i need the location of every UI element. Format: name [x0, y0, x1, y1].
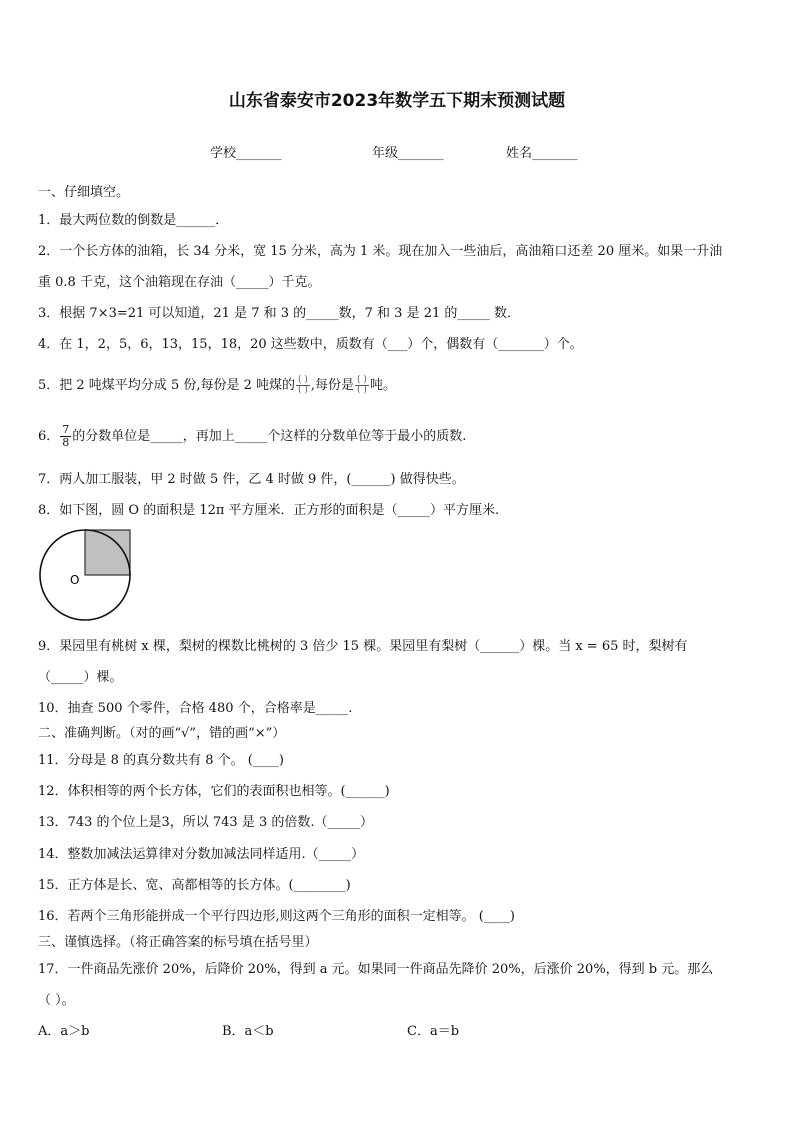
- question-12: 12．体积相等的两个长方体，它们的表面积也相等。(______): [38, 784, 390, 799]
- blank-fraction-2: $\frac{( )}{( )}$: [357, 375, 367, 395]
- question-15: 15．正方体是长、宽、高都相等的长方体。(________): [38, 878, 351, 893]
- question-5-text-a: 5．把 2 吨煤平均分成 5 份,每份是 2 吨煤的: [38, 378, 296, 393]
- name-field: 姓名_______: [506, 146, 578, 161]
- question-7: 7．两人加工服装，甲 2 时做 5 件，乙 4 时做 9 件，(______) 做得快些。: [38, 472, 465, 487]
- question-3: 3．根据 7×3=21 可以知道，21 是 7 和 3 的_____数，7 和 3 是 21 的_____ 数．: [38, 306, 521, 321]
- question-17-line-1: 17．一件商品先涨价 20%，后降价 20%，得到 a 元。如果同一件商品先降价 20%，后涨价 20%，得到 b 元。那么: [38, 962, 714, 977]
- question-11: 11．分母是 8 的真分数共有 8 个。 (____): [38, 753, 284, 768]
- circle-square-figure: [38, 528, 138, 624]
- question-5-text-c: 吨。: [369, 378, 396, 393]
- section-3-heading: 三、谨慎选择。（将正确答案的标号填在括号里）: [38, 935, 318, 950]
- question-6-number: 6．: [38, 429, 60, 444]
- page-title: 山东省泰安市2023年数学五下期末预测试题: [228, 91, 566, 111]
- question-5: [38, 374, 396, 395]
- question-13: 13．743 的个位上是3，所以 743 是 3 的倍数.（_____）: [38, 815, 374, 830]
- question-14: 14．整数加减法运算律对分数加减法同样适用.（_____）: [38, 847, 365, 862]
- choice-b: B．a＜b: [222, 1024, 274, 1039]
- question-6: [38, 424, 466, 449]
- question-8: 8．如下图，圆 O 的面积是 12π 平方厘米．正方形的面积是（_____）平方厘米.: [38, 503, 500, 518]
- fraction-seven-eighths: $\frac{7}{8}$: [62, 423, 70, 449]
- question-9-line-2: （_____）棵。: [38, 670, 123, 685]
- question-2-line-2: 重 0.8 千克，这个油箱现在存油（_____）千克。: [38, 275, 321, 290]
- question-16: 16．若两个三角形能拼成一个平行四边形,则这两个三角形的面积一定相等。 (____): [38, 909, 515, 924]
- question-4: 4．在 1，2，5，6，13，15，18，20 这些数中，质数有（___）个，偶数有（_______）个。: [38, 337, 583, 352]
- question-1: 1．最大两位数的倒数是______．: [38, 213, 229, 228]
- blank-fraction-1: $\frac{( )}{( )}$: [298, 375, 308, 395]
- question-9-line-1: 9．果园里有桃树 x 棵，梨树的棵数比桃树的 3 倍少 15 棵。果园里有梨树（______）棵。当 x = 65 时，梨树有: [38, 639, 688, 654]
- section-1-heading: 一、仔细填空。: [38, 185, 130, 200]
- grade-field: 年级_______: [372, 146, 444, 161]
- question-5-text-b: ,每份是: [310, 378, 355, 393]
- school-field: 学校_______: [210, 146, 282, 161]
- center-label-o: O: [70, 573, 80, 587]
- question-2-line-1: 2．一个长方体的油箱，长 34 分米，宽 15 分米，高为 1 米。现在加入一些油后，高油箱口还差 20 厘米。如果一升油: [38, 244, 723, 259]
- section-2-heading: 二、准确判断。（对的画“√”，错的画“×”）: [38, 726, 286, 741]
- question-17-line-2: （ ）。: [38, 993, 75, 1008]
- choice-a: A．a＞b: [38, 1024, 90, 1039]
- choice-c: C．a＝b: [407, 1024, 460, 1039]
- question-6-text: 的分数单位是_____，再加上_____个这样的分数单位等于最小的质数.: [72, 429, 467, 444]
- question-10: 10．抽查 500 个零件，合格 480 个，合格率是_____.: [38, 701, 353, 716]
